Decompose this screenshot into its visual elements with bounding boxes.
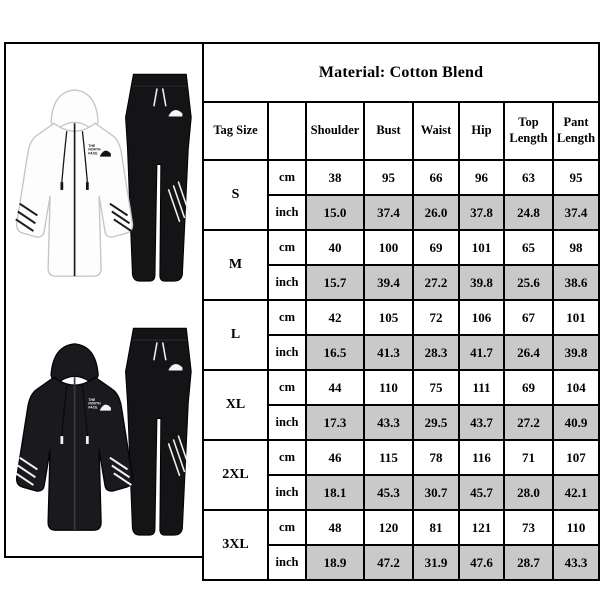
cell: 26.4 bbox=[504, 335, 553, 370]
cell: 73 bbox=[504, 510, 553, 545]
table-row bbox=[203, 230, 599, 265]
material-header: Material: Cotton Blend bbox=[203, 43, 599, 102]
cell: 45.7 bbox=[459, 475, 504, 510]
cell: 44 bbox=[306, 370, 364, 405]
unit-label: inch bbox=[268, 475, 306, 510]
size-label-s: S bbox=[203, 160, 268, 230]
cell: 27.2 bbox=[413, 265, 459, 300]
cell: 47.6 bbox=[459, 545, 504, 580]
cell: 47.2 bbox=[364, 545, 413, 580]
cell: 40.9 bbox=[553, 405, 599, 440]
tracksuit-illustration bbox=[6, 62, 202, 312]
logo-text: FACE bbox=[88, 405, 98, 410]
cell: 40 bbox=[306, 230, 364, 265]
logo-text: FACE bbox=[88, 151, 98, 156]
cell: 116 bbox=[459, 440, 504, 475]
col-header-top-length: Top Length bbox=[504, 102, 553, 160]
unit-label: cm bbox=[268, 370, 306, 405]
unit-label: cm bbox=[268, 300, 306, 335]
cell: 100 bbox=[364, 230, 413, 265]
unit-label: inch bbox=[268, 195, 306, 230]
col-header-hip: Hip bbox=[459, 102, 504, 160]
logo-text: NORTH bbox=[88, 147, 101, 152]
cell: 107 bbox=[553, 440, 599, 475]
cell: 38.6 bbox=[553, 265, 599, 300]
cell: 41.7 bbox=[459, 335, 504, 370]
tracksuit-illustration bbox=[6, 316, 202, 556]
cell: 48 bbox=[306, 510, 364, 545]
size-label-3xl: 3XL bbox=[203, 510, 268, 580]
cell: 43.7 bbox=[459, 405, 504, 440]
unit-label: cm bbox=[268, 510, 306, 545]
cell: 38 bbox=[306, 160, 364, 195]
cell: 29.5 bbox=[413, 405, 459, 440]
unit-label: cm bbox=[268, 230, 306, 265]
logo-text: THE bbox=[88, 397, 96, 402]
cell: 39.4 bbox=[364, 265, 413, 300]
cell: 27.2 bbox=[504, 405, 553, 440]
cell: 39.8 bbox=[553, 335, 599, 370]
cell: 45.3 bbox=[364, 475, 413, 510]
col-header-pant-length: Pant Length bbox=[553, 102, 599, 160]
size-label-m: M bbox=[203, 230, 268, 300]
col-header-bust: Bust bbox=[364, 102, 413, 160]
cell: 31.9 bbox=[413, 545, 459, 580]
product-gallery bbox=[6, 44, 202, 556]
cell: 120 bbox=[364, 510, 413, 545]
cell: 115 bbox=[364, 440, 413, 475]
cell: 81 bbox=[413, 510, 459, 545]
cell: 111 bbox=[459, 370, 504, 405]
table-row bbox=[203, 440, 599, 475]
cell: 110 bbox=[364, 370, 413, 405]
cell: 30.7 bbox=[413, 475, 459, 510]
cell: 15.7 bbox=[306, 265, 364, 300]
cell: 18.1 bbox=[306, 475, 364, 510]
table-row bbox=[203, 370, 599, 405]
cell: 24.8 bbox=[504, 195, 553, 230]
size-label-xl: XL bbox=[203, 370, 268, 440]
cell: 37.4 bbox=[364, 195, 413, 230]
table-row bbox=[203, 510, 599, 545]
cell: 105 bbox=[364, 300, 413, 335]
cell: 101 bbox=[553, 300, 599, 335]
cell: 110 bbox=[553, 510, 599, 545]
size-chart-table bbox=[202, 42, 600, 581]
cell: 66 bbox=[413, 160, 459, 195]
cell: 26.0 bbox=[413, 195, 459, 230]
cell: 71 bbox=[504, 440, 553, 475]
white-hoodie bbox=[16, 90, 133, 276]
cell: 42 bbox=[306, 300, 364, 335]
black-joggers bbox=[126, 74, 192, 281]
logo-text: NORTH bbox=[88, 401, 101, 406]
cell: 101 bbox=[459, 230, 504, 265]
cell: 96 bbox=[459, 160, 504, 195]
cell: 75 bbox=[413, 370, 459, 405]
col-header-waist: Waist bbox=[413, 102, 459, 160]
cell: 17.3 bbox=[306, 405, 364, 440]
cell: 46 bbox=[306, 440, 364, 475]
unit-label: cm bbox=[268, 160, 306, 195]
white-tracksuit-image bbox=[6, 62, 202, 312]
unit-label: inch bbox=[268, 335, 306, 370]
cell: 41.3 bbox=[364, 335, 413, 370]
black-joggers bbox=[126, 328, 192, 535]
cell: 98 bbox=[553, 230, 599, 265]
cell: 95 bbox=[364, 160, 413, 195]
black-hoodie bbox=[16, 344, 133, 530]
cell: 121 bbox=[459, 510, 504, 545]
size-label-2xl: 2XL bbox=[203, 440, 268, 510]
unit-label: inch bbox=[268, 405, 306, 440]
cell: 67 bbox=[504, 300, 553, 335]
cell: 39.8 bbox=[459, 265, 504, 300]
cell: 63 bbox=[504, 160, 553, 195]
cell: 95 bbox=[553, 160, 599, 195]
cell: 104 bbox=[553, 370, 599, 405]
unit-label: cm bbox=[268, 440, 306, 475]
col-header-shoulder: Shoulder bbox=[306, 102, 364, 160]
logo-text: THE bbox=[88, 143, 96, 148]
cell: 15.0 bbox=[306, 195, 364, 230]
size-label-l: L bbox=[203, 300, 268, 370]
cell: 16.5 bbox=[306, 335, 364, 370]
cell: 78 bbox=[413, 440, 459, 475]
cell: 43.3 bbox=[553, 545, 599, 580]
cell: 28.3 bbox=[413, 335, 459, 370]
unit-label: inch bbox=[268, 545, 306, 580]
table-row bbox=[203, 300, 599, 335]
cell: 25.6 bbox=[504, 265, 553, 300]
table-row bbox=[203, 160, 599, 195]
cell: 43.3 bbox=[364, 405, 413, 440]
cell: 72 bbox=[413, 300, 459, 335]
cell: 28.7 bbox=[504, 545, 553, 580]
cell: 106 bbox=[459, 300, 504, 335]
col-header-tag-size: Tag Size bbox=[203, 102, 268, 160]
cell: 69 bbox=[413, 230, 459, 265]
cell: 42.1 bbox=[553, 475, 599, 510]
cell: 65 bbox=[504, 230, 553, 265]
col-header-unit bbox=[268, 102, 306, 160]
cell: 69 bbox=[504, 370, 553, 405]
unit-label: inch bbox=[268, 265, 306, 300]
cell: 37.4 bbox=[553, 195, 599, 230]
cell: 28.0 bbox=[504, 475, 553, 510]
cell: 18.9 bbox=[306, 545, 364, 580]
cell: 37.8 bbox=[459, 195, 504, 230]
black-tracksuit-image bbox=[6, 316, 202, 556]
